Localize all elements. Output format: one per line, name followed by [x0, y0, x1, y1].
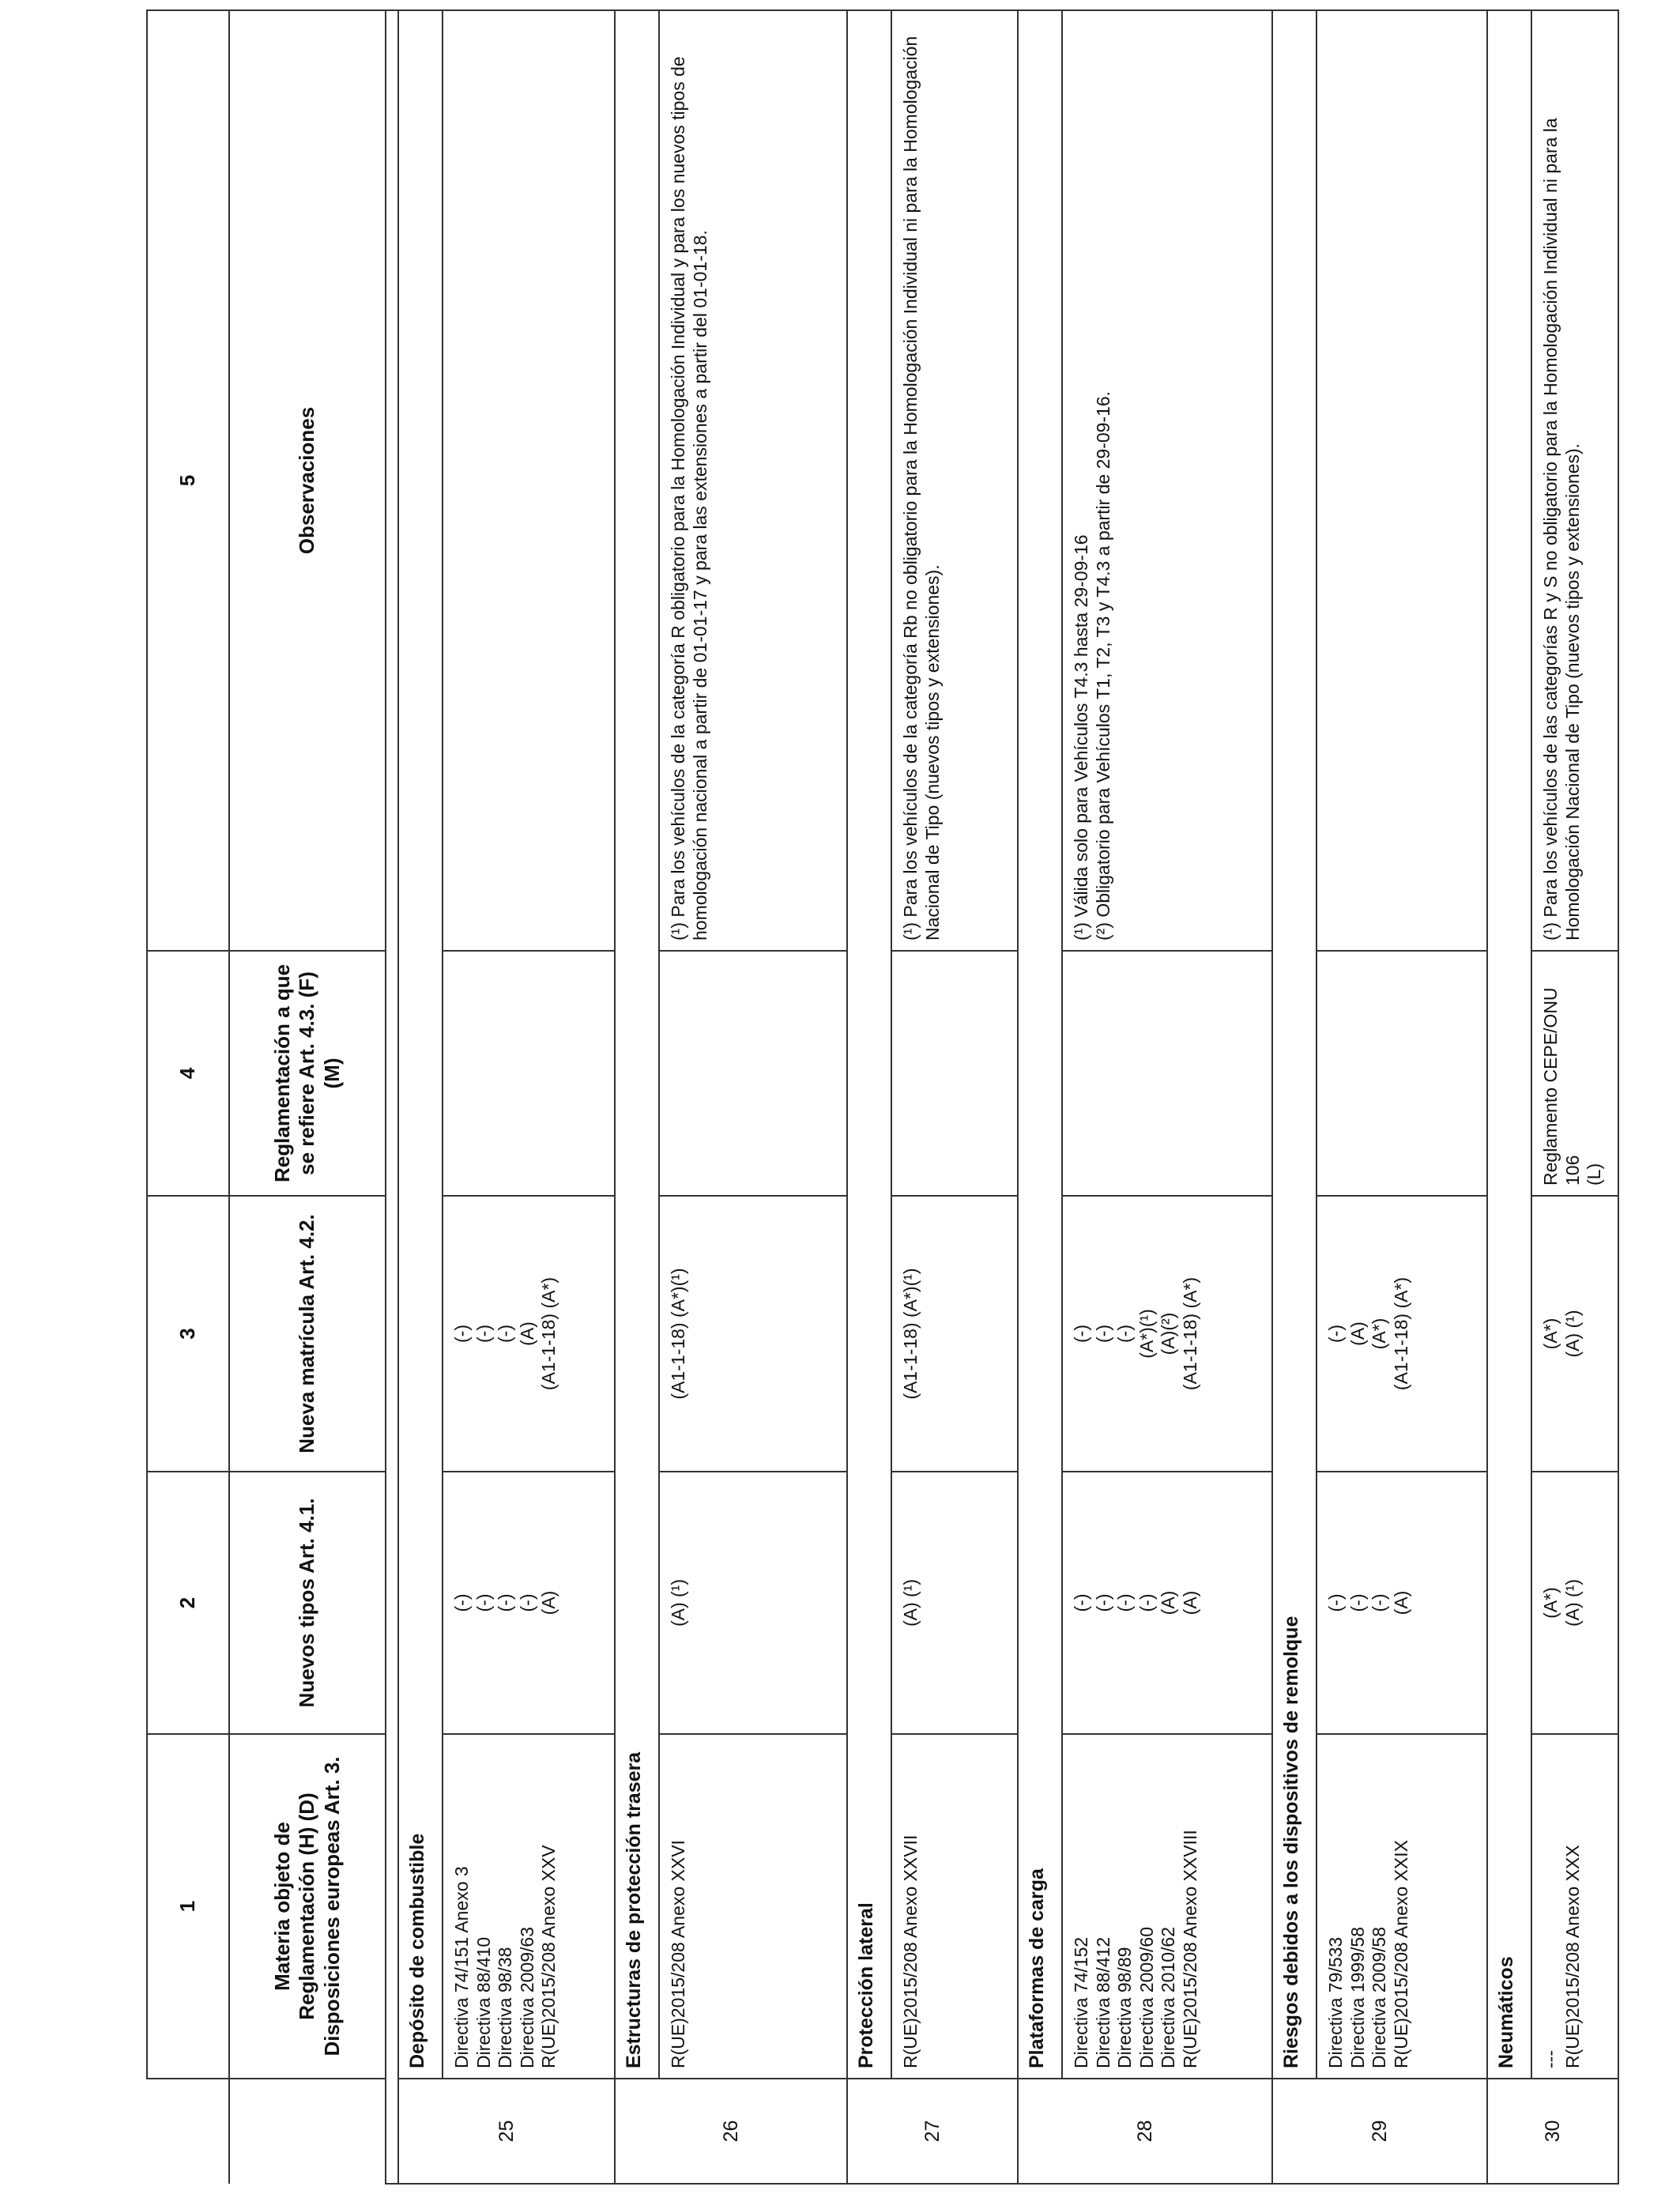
nuevos-tipos-values-text: (A*) (A) (¹)	[1540, 1578, 1583, 1627]
regulation-list	[1317, 1734, 1487, 2079]
section-data-row	[891, 10, 1018, 2184]
section-title-row	[398, 10, 443, 2184]
column-number-row	[147, 10, 229, 2184]
section-data-row	[659, 10, 847, 2184]
blank-corner	[147, 2079, 229, 2184]
nuevos-tipos-values	[891, 1472, 1018, 1734]
reglamentacion-value	[891, 951, 1018, 1196]
observaciones-cell	[1317, 10, 1487, 951]
section-title: Neumáticos	[1487, 10, 1531, 2079]
nuevos-tipos-values	[443, 1472, 615, 1734]
column-number: 1	[147, 1734, 229, 2079]
nueva-matricula-values-text: (A*) (A) (¹)	[1540, 1310, 1583, 1358]
section-title-row	[847, 10, 891, 2184]
nuevos-tipos-values	[1317, 1472, 1487, 1734]
nueva-matricula-values	[1062, 1196, 1272, 1472]
blank-header	[229, 2079, 386, 2184]
section-title: Protección lateral	[847, 10, 891, 2079]
header-reglamentacion: Reglamentación a que se refiere Art. 4.3. (F) (M)	[229, 951, 386, 1196]
header-nueva-matricula: Nueva matrícula Art. 4.2.	[229, 1196, 386, 1472]
nuevos-tipos-values-text: (-) (-) (-) (-) (A)	[451, 1590, 559, 1615]
section-number-cell: 25	[398, 2079, 615, 2184]
nueva-matricula-values-text: (-) (-) (-) (A*)(¹) (A)(²) (A1-1-18) (A*)	[1071, 1276, 1200, 1391]
column-number: 4	[147, 951, 229, 1196]
section-number-cell: 29	[1272, 2079, 1487, 2184]
separator-row	[386, 10, 398, 2184]
section-title: Depósito de combustible	[398, 10, 443, 2079]
observaciones-cell	[1531, 10, 1618, 951]
reglamentacion-value	[1062, 951, 1272, 1196]
regulation-list	[659, 1734, 847, 2079]
nuevos-tipos-values-text: (A) (¹)	[668, 1578, 688, 1627]
section-title: Riesgos debidos a los dispositivos de remolque	[1272, 10, 1317, 2079]
regulation-list-text: R(UE)2015/208 Anexo XXVII	[900, 1834, 921, 2068]
nuevos-tipos-values	[1062, 1472, 1272, 1734]
regulation-list-text: Directiva 74/152 Directiva 88/412 Directiva 98/89 Directiva 2009/60 Directiva 2010/62 R(UE)2015/208 Anexo XXVIII	[1071, 1830, 1200, 2068]
nueva-matricula-values-text: (-) (-) (-) (A) (A1-1-18) (A*)	[451, 1276, 559, 1391]
observaciones-cell	[891, 10, 1018, 951]
header-materia: Materia objeto de Reglamentación (H) (D) Disposiciones europeas Art. 3.	[229, 1734, 386, 2079]
nuevos-tipos-values-text: (A) (¹)	[900, 1578, 921, 1627]
header-observaciones: Observaciones	[229, 10, 386, 951]
header-row	[229, 10, 386, 2184]
column-number: 5	[147, 10, 229, 951]
observaciones-cell	[443, 10, 615, 951]
observaciones-cell	[659, 10, 847, 951]
reglamentacion-value	[1317, 951, 1487, 1196]
rotated-page	[146, 11, 1605, 2185]
section-data-row	[1531, 10, 1618, 2184]
regulation-list	[891, 1734, 1018, 2079]
observation-line: (¹) Para los vehículos de la categoría Rb no obligatorio para la Homologación Individual ni para la Homologación Nacional de Tipo (nuevos tipos y extensiones).	[900, 36, 943, 941]
nuevos-tipos-values-text: (-) (-) (-) (-) (A) (A)	[1071, 1590, 1200, 1615]
column-number: 2	[147, 1472, 229, 1734]
header-nuevos-tipos: Nuevos tipos Art. 4.1.	[229, 1472, 386, 1734]
nuevos-tipos-values-text: (-) (-) (-) (A)	[1325, 1590, 1411, 1615]
observation-line: (¹) Para los vehículos de las categorías R y S no obligatorio para la Homologación Individual ni para la Homologación Nacional de Tipo (nuevos tipos y extensiones).	[1540, 118, 1583, 941]
section-title: Plataformas de carga	[1018, 10, 1062, 2079]
section-title-row	[1272, 10, 1317, 2184]
regulation-list-text: --- R(UE)2015/208 Anexo XXX	[1540, 1845, 1583, 2068]
section-number-cell: 30	[1487, 2079, 1618, 2184]
regulation-table	[146, 9, 1619, 2185]
nuevos-tipos-values	[1531, 1472, 1618, 1734]
nueva-matricula-values	[891, 1196, 1018, 1472]
nuevos-tipos-values	[659, 1472, 847, 1734]
observaciones-cell	[1062, 10, 1272, 951]
column-number: 3	[147, 1196, 229, 1472]
section-number-cell: 27	[847, 2079, 1018, 2184]
reglamentacion-value	[1531, 951, 1618, 1196]
section-title-row	[615, 10, 659, 2184]
observation-line: (¹) Para los vehículos de la categoría R obligatorio para la Homologación Individual y para los nuevos tipos de homologación nacional a partir de 01-01-17 y para las extensiones a partir del 01-01-18.	[668, 56, 710, 941]
nueva-matricula-values	[659, 1196, 847, 1472]
section-data-row	[1317, 10, 1487, 2184]
nueva-matricula-values-text: (A1-1-18) (A*)(¹)	[900, 1268, 921, 1400]
section-data-row	[1062, 10, 1272, 2184]
section-number-cell: 26	[615, 2079, 847, 2184]
nueva-matricula-values	[1317, 1196, 1487, 1472]
regulation-list-text: Directiva 79/533 Directiva 1999/58 Directiva 2009/58 R(UE)2015/208 Anexo XXIX	[1325, 1840, 1411, 2068]
regulation-list-text: Directiva 74/151 Anexo 3 Directiva 88/410 Directiva 98/38 Directiva 2009/63 R(UE)2015/208 Anexo XXV	[451, 1845, 559, 2068]
section-number-cell: 28	[1018, 2079, 1272, 2184]
section-title-row	[1018, 10, 1062, 2184]
observation-line: (¹) Válida solo para Vehículos T4.3 hasta 29-09-16	[1071, 534, 1091, 941]
section-title: Estructuras de protección trasera	[615, 10, 659, 2079]
section-data-row	[443, 10, 615, 2184]
nueva-matricula-values-text: (-) (A) (A*) (A1-1-18) (A*)	[1325, 1276, 1411, 1391]
observation-line: (²) Obligatorio para Vehículos T1, T2, T3 y T4.3 a partir de 29-09-16.	[1092, 390, 1113, 941]
separator	[386, 10, 398, 2184]
reglamentacion-value	[443, 951, 615, 1196]
nueva-matricula-values	[1531, 1196, 1618, 1472]
regulation-list	[1062, 1734, 1272, 2079]
sections-body	[398, 10, 1618, 2184]
nueva-matricula-values-text: (A1-1-18) (A*)(¹)	[668, 1268, 688, 1400]
reglamentacion-value-text: Reglamento CEPE/ONU 106 (L)	[1540, 987, 1605, 1186]
section-title-row	[1487, 10, 1531, 2184]
regulation-list-text: R(UE)2015/208 Anexo XXVI	[668, 1840, 688, 2068]
reglamentacion-value	[659, 951, 847, 1196]
regulation-list	[443, 1734, 615, 2079]
nueva-matricula-values	[443, 1196, 615, 1472]
regulation-list	[1531, 1734, 1618, 2079]
